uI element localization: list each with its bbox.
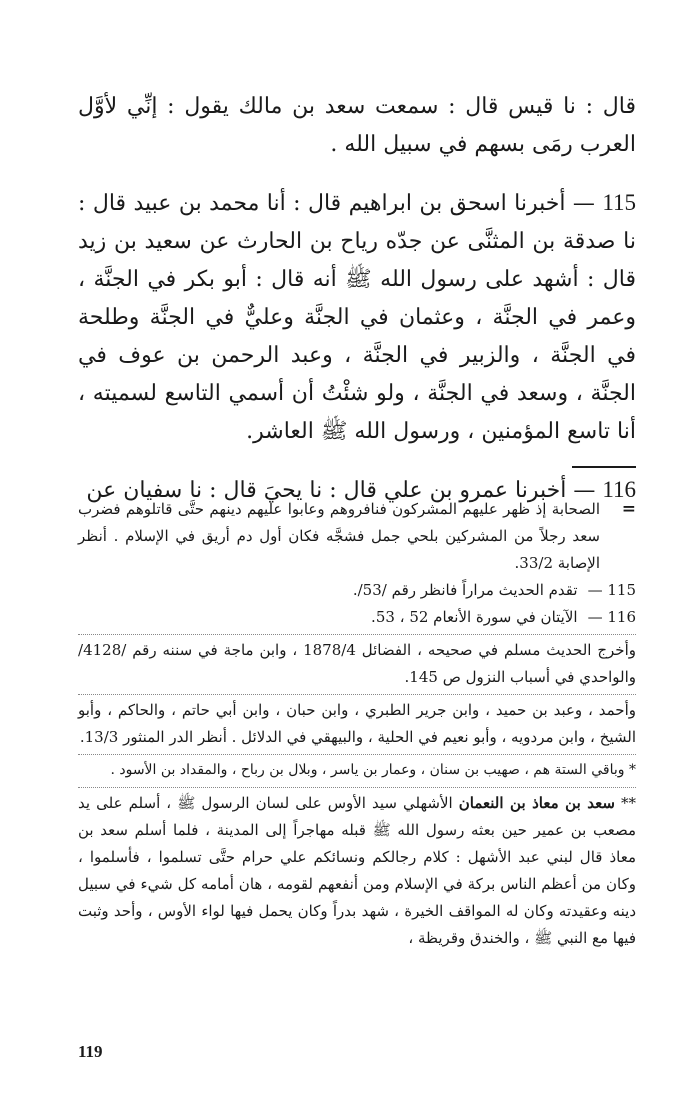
continuation-text: الصحابة إذ ظهر عليهم المشركون فنافروهم وعابوا عليهم دينهم حتَّى قاتلوهم فضرب سعد رجلاً من المشركين بلحي جمل فشجَّه فكان أول دم أريق في الإسلام . أنظر الإصابة 33/2. (78, 500, 600, 572)
biography-name: سعد بن معاذ بن النعمان (458, 794, 615, 812)
footnote-text-115: تقدم الحديث مراراً فانظر رقم /53/. (352, 581, 578, 599)
footnote-saad-biography (78, 790, 636, 952)
biography-marker: ** (614, 794, 636, 812)
hadith-text-116: — أخبرنا عمرو بن علي قال : نا يحيَ قال : نا سفيان عن (86, 478, 596, 503)
narration-line-2: بسهم في سبيل الله . (330, 132, 525, 157)
hadith-115 (78, 184, 636, 451)
footnote-115 (78, 577, 636, 604)
footnote-116 (78, 604, 636, 631)
footnote-116-sources: وأخرج الحديث مسلم في صحيحه ، الفضائل 1878/4 ، وابن ماجة في سننه رقم /4128/ والواحدي في أسباب النزول ص 145. (78, 641, 636, 686)
footnote-continuation (78, 496, 636, 577)
footnote-separator (78, 694, 636, 695)
biography-text: الأشهلي سيد الأوس على لسان الرسول ﷺ ، أسلم على يد مصعب بن عمير حين بعثه رسول الله ﷺ قبله مهاجراً إلى المدينة ، فلما أسلم سعد بن معاذ قال لبني عبد الأشهل : كلام رجالكم ونسائكم علي حرام حتَّى تسلموا ، فأسلموا ، وكان من أعظم الناس بركة في الإسلام ومن أنفعهم لقومه ، هان أمامه كل شيء في سبيل دينه وعقيدته وكان له المواقف الخيرة ، شهد بدراً وكان يحمل فيها لواء الأوس ، وأحد وثبت فيها مع النبي ﷺ ، والخندق وقريظة ، (78, 794, 636, 947)
paragraph-narration (78, 88, 636, 164)
footnote-116-more-sources: وأحمد ، وعبد بن حميد ، وابن جرير الطبري ، وابن حبان ، وابن أبي حاتم ، والحاكم ، وأبو الشيخ ، وابن مردويه ، وأبو نعيم في الحلية ، والبيهقي في الدلائل . أنظر الدر المنثور 13/3. (78, 701, 636, 746)
main-text (78, 88, 636, 510)
footnote-separator (78, 787, 636, 788)
narration-line-1: قال : نا قيس قال : سمعت سعد بن مالك يقول : إنِّي لأوَّل العرب رمَى (78, 94, 636, 157)
page-number: 119 (78, 1042, 103, 1061)
footnotes (78, 496, 636, 952)
footnote-label-115: 115 — (587, 581, 636, 599)
hadith-text-115: — أخبرنا اسحق بن ابراهيم قال : أنا محمد بن عبيد قال : نا صدقة بن المثنَّى عن جدّه رياح بن الحارث عن سعيد بن زيد قال : أشهد على رسول الله ﷺ أنه قال : أبو بكر في الجنَّة ، وعمر في الجنَّة ، وعثمان في الجنَّة وعليٌّ في الجنَّة وطلحة في الجنَّة ، والزبير في الجنَّة ، وعبد الرحمن بن عوف في الجنَّة ، وسعد في الجنَّة ، ولو شئْتُ أن أسمي التاسع لسميته ، أنا تاسع المؤمنين ، ورسول الله ﷺ العاشر. (78, 191, 636, 444)
continuation-marker: = (621, 499, 636, 519)
footnote-label-116: 116 — (587, 608, 636, 626)
footnote-divider (572, 466, 636, 468)
hadith-number-116: 116 (602, 477, 636, 502)
footnote-separator (78, 754, 636, 755)
footnote-separator (78, 634, 636, 635)
footnote-text-116: الآيتان في سورة الأنعام 52 ، 53. (371, 608, 578, 626)
hadith-number-115: 115 (602, 190, 636, 215)
footnote-star-companions: * وباقي الستة هم ، صهيب بن سنان ، وعمار بن ياسر ، وبلال بن رباح ، والمقداد بن الأسود . (110, 762, 636, 778)
